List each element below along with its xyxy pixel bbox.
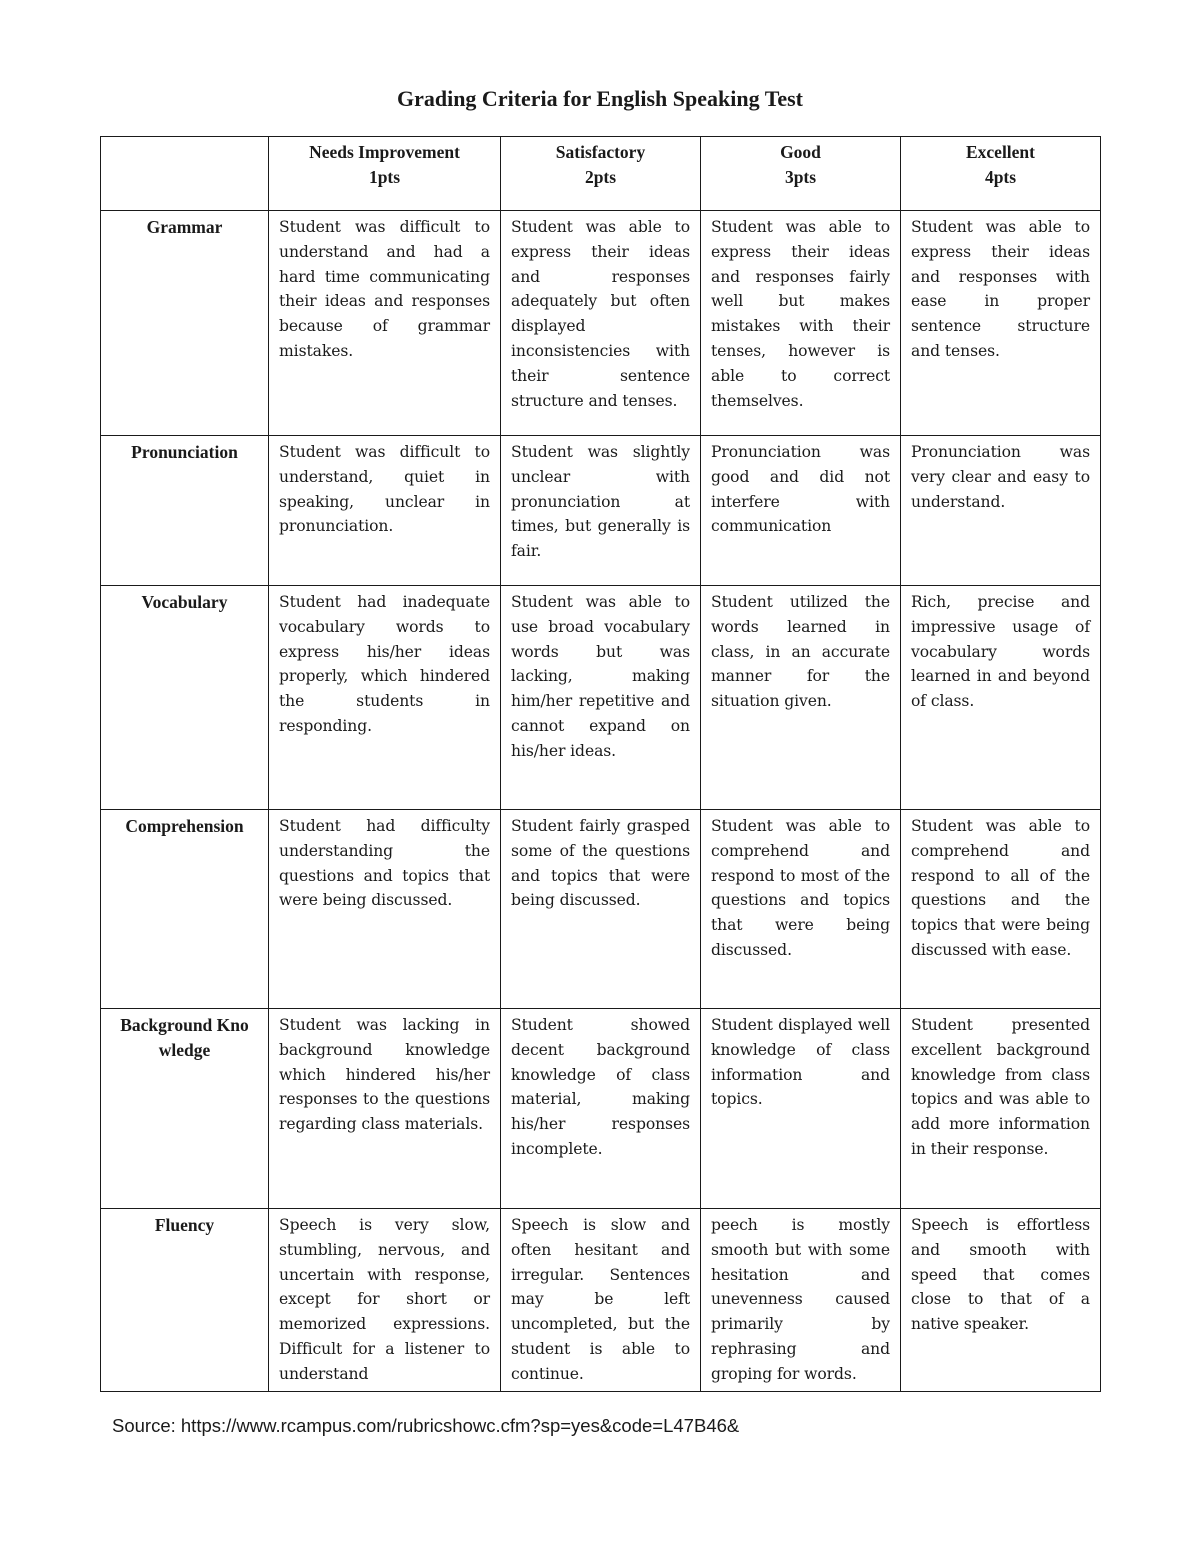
description-cell: Student presented excellent background knowledge from class topics and was able to add more information in their response. [901,1009,1101,1209]
description-cell: Student was difficult to understand, quiet in speaking, unclear in pronunciation. [269,436,501,586]
description-cell: Student was able to use broad vocabulary words but was lacking, making him/her repetitive and cannot expand on his/her ideas. [501,586,701,810]
description-cell: Student was lacking in background knowledge which hindered his/her responses to the questions regarding class materials. [269,1009,501,1209]
criterion-name: Vocabulary [101,586,269,810]
criterion-row-grammar [101,211,1101,436]
level-header-satisfactory [501,137,701,211]
description-cell: Student was able to comprehend and respond to most of the questions and topics that were being discussed. [701,810,901,1009]
level-name: Excellent [965,142,1035,162]
description-cell: Student was able to express their ideas and responses adequately but often displayed inconsistencies with their sentence structure and tenses. [501,211,701,436]
criterion-row-fluency [101,1209,1101,1392]
level-name: Good [780,142,821,162]
description-cell: Pronunciation was very clear and easy to understand. [901,436,1101,586]
description-cell: Student showed decent background knowledge of class material, making his/her responses incomplete. [501,1009,701,1209]
header-row [101,137,1101,211]
page-title: Grading Criteria for English Speaking Test [396,86,804,111]
description-cell: Speech is slow and often hesitant and irregular. Sentences may be left uncompleted, but the student is able to continue. [501,1209,701,1392]
level-name: Satisfactory [555,142,646,162]
criterion-name: Comprehension [101,810,269,1009]
level-name: Needs Improvement [309,142,460,162]
level-points: 3pts [784,166,817,187]
description-cell: Student fairly grasped some of the questions and topics that were being discussed. [501,810,701,1009]
criterion-name: Background Knowledge [101,1009,269,1209]
criterion-row-vocabulary [101,586,1101,810]
source-citation: Source: https://www.rcampus.com/rubricshowc.cfm?sp=yes&code=L47B46& [112,1415,740,1436]
rubric-table [100,136,1101,1392]
description-cell: Pronunciation was good and did not interfere with communication [701,436,901,586]
description-cell: Speech is very slow, stumbling, nervous, and uncertain with response, except for short or memorized expressions. Difficult for a listener to understand [269,1209,501,1392]
description-cell: Student had difficulty understanding the questions and topics that were being discussed. [269,810,501,1009]
description-cell: peech is mostly smooth but with some hesitation and unevenness caused primarily by rephrasing and groping for words. [701,1209,901,1392]
description-cell: Student was slightly unclear with pronunciation at times, but generally is fair. [501,436,701,586]
criterion-name: Grammar [101,211,269,436]
criterion-name: Pronunciation [101,436,269,586]
level-points: 1pts [368,166,401,187]
description-cell: Rich, precise and impressive usage of vocabulary words learned in and beyond of class. [901,586,1101,810]
criterion-name: Fluency [101,1209,269,1392]
description-cell: Student displayed well knowledge of class information and topics. [701,1009,901,1209]
level-header-excellent [901,137,1101,211]
criterion-row-pronunciation [101,436,1101,586]
corner-cell [101,137,269,211]
criterion-row-comprehension [101,810,1101,1009]
level-header-needs-improvement [269,137,501,211]
description-cell: Student was able to comprehend and respond to all of the questions and the topics that were being discussed with ease. [901,810,1101,1009]
description-cell: Speech is effortless and smooth with speed that comes close to that of a native speaker. [901,1209,1101,1392]
description-cell: Student had inadequate vocabulary words to express his/her ideas properly, which hindered the students in responding. [269,586,501,810]
criterion-row-background-knowledge [101,1009,1101,1209]
description-cell: Student was able to express their ideas and responses with ease in proper sentence structure and tenses. [901,211,1101,436]
level-header-good [701,137,901,211]
description-cell: Student was able to express their ideas and responses fairly well but makes mistakes with their tenses, however is able to correct themselves. [701,211,901,436]
level-points: 4pts [984,166,1017,187]
description-cell: Student was difficult to understand and had a hard time communicating their ideas and responses because of grammar mistakes. [269,211,501,436]
level-points: 2pts [584,166,617,187]
description-cell: Student utilized the words learned in class, in an accurate manner for the situation given. [701,586,901,810]
